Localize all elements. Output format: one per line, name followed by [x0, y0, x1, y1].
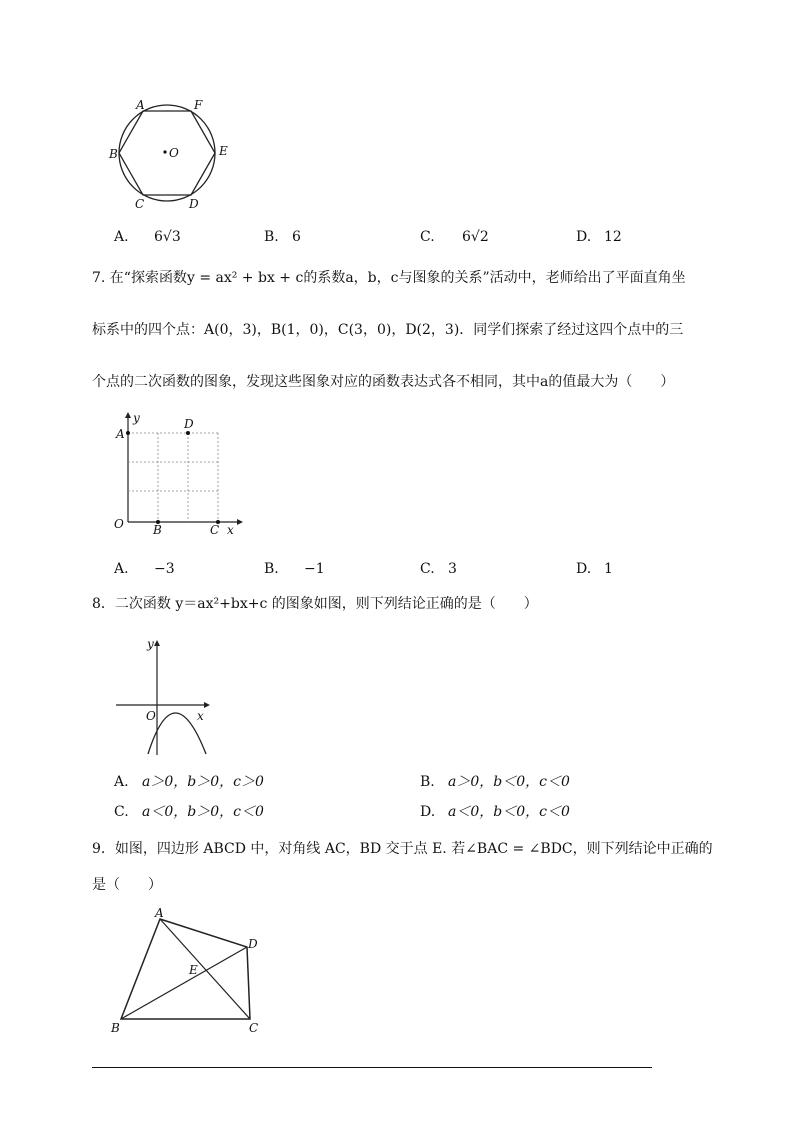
q9-stem-line2: 是（ ）: [92, 877, 162, 893]
hexagon-circle-figure: [105, 95, 240, 210]
label-F: F: [194, 98, 203, 112]
point-D: [186, 431, 190, 435]
circumcircle: [119, 105, 215, 201]
grid-lines: [128, 433, 218, 522]
q8-option-d[interactable]: D. a＜0，b＜0，c＜0: [420, 804, 570, 820]
label-C: C: [135, 197, 145, 210]
y-axis-arrow-icon: [154, 640, 160, 646]
x-axis-arrow-icon: [237, 519, 243, 525]
label-E: E: [189, 963, 198, 977]
label-x: x: [227, 523, 234, 537]
parabola-figure: [110, 632, 220, 760]
q7-option-b[interactable]: B. −1: [264, 561, 325, 577]
q7-stem-line1: 7. 在“探索函数y = ax² + bx + c的系数a，b，c与图象的关系”活动中，老师给出了平面直角坐: [92, 270, 686, 286]
q8-stem: 8．二次函数 y＝ax²+bx+c 的图象如图，则下列结论正确的是（ ）: [92, 596, 538, 612]
label-y: y: [147, 637, 154, 651]
label-D: D: [248, 937, 258, 951]
label-A: A: [155, 906, 164, 920]
footer-rule: [92, 1067, 652, 1068]
label-A: A: [136, 98, 145, 112]
q8-option-b[interactable]: B. a＞0，b＜0，c＜0: [420, 774, 570, 790]
hexagon: [119, 111, 215, 195]
label-A: A: [116, 427, 125, 441]
q6-option-a[interactable]: A. 6√3: [114, 229, 181, 245]
q7-option-a[interactable]: A. −3: [114, 561, 175, 577]
quadrilateral-figure: [105, 905, 275, 1040]
label-B: B: [111, 1021, 120, 1035]
quadrilateral-ABCD: [121, 919, 250, 1019]
point-A: [126, 431, 130, 435]
q7-stem-line2: 标系中的四个点：A(0，3)，B(1，0)，C(3，0)，D(2，3)．同学们探索了经过这四个点中的三: [92, 322, 684, 338]
label-D: D: [189, 197, 199, 210]
coordinate-grid-figure: [105, 410, 245, 540]
label-O: O: [146, 709, 156, 723]
label-B: B: [109, 147, 118, 161]
q6-option-d[interactable]: D. 12: [576, 229, 622, 245]
q8-option-a[interactable]: A. a＞0，b＞0，c＞0: [114, 774, 264, 790]
x-axis-arrow-icon: [204, 702, 210, 708]
label-O: O: [114, 517, 124, 531]
label-O: O: [169, 146, 179, 160]
q6-option-c[interactable]: C. 6√2: [420, 229, 489, 245]
q7-option-d[interactable]: D. 1: [576, 561, 613, 577]
q7-option-c[interactable]: C. 3: [420, 561, 457, 577]
label-x: x: [197, 709, 204, 723]
y-axis-arrow-icon: [125, 412, 131, 418]
diagonal-BD: [121, 947, 247, 1019]
center-point: [163, 150, 166, 153]
label-D: D: [184, 417, 194, 431]
label-E: E: [219, 144, 228, 158]
q7-stem-line3: 个点的二次函数的图象，发现这些图象对应的函数表达式各不相同，其中a的值最大为（ ）: [92, 374, 675, 390]
q8-option-c[interactable]: C. a＜0，b＞0，c＜0: [114, 804, 264, 820]
q9-stem-line1: 9．如图，四边形 ABCD 中，对角线 AC，BD 交于点 E. 若∠BAC = ∠BDC，则下列结论中正确的: [92, 841, 713, 857]
q6-option-b[interactable]: B. 6: [264, 229, 301, 245]
label-C: C: [210, 523, 220, 537]
label-B: B: [153, 523, 162, 537]
label-y: y: [133, 411, 140, 425]
label-C: C: [249, 1021, 259, 1035]
